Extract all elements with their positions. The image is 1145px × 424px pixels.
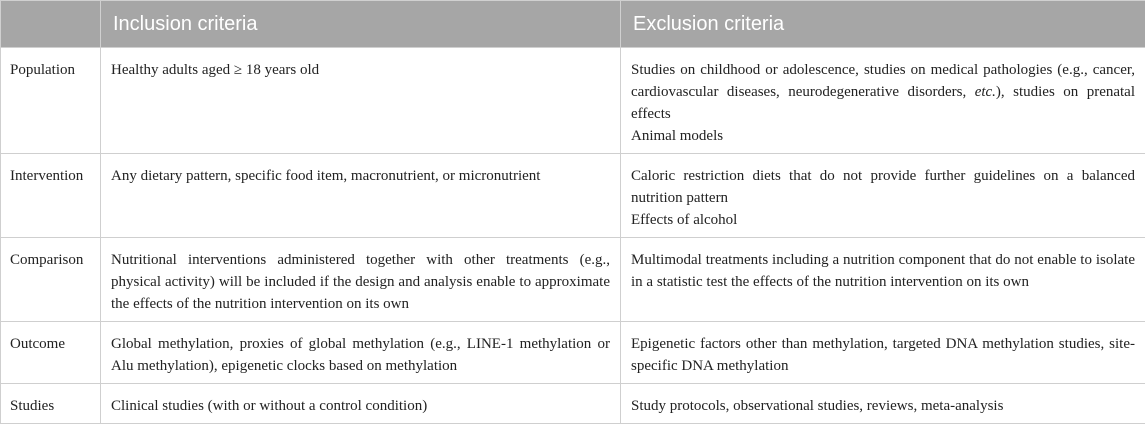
inclusion-cell: Any dietary pattern, specific food item, macronutrient, or micronutrient (101, 154, 621, 238)
exclusion-line: Study protocols, observational studies, reviews, meta-analysis (631, 395, 1135, 417)
exclusion-cell (621, 384, 1145, 424)
header-row (1, 1, 1145, 48)
header-empty (1, 1, 101, 48)
exclusion-line: Effects of alcohol (631, 209, 1135, 231)
inclusion-cell: Nutritional interventions administered together with other treatments (e.g., physical activity) will be included if the design and analysis enable to approximate the effects of the nutrition intervention on its own (101, 238, 621, 322)
row-label: Intervention (1, 154, 101, 238)
row-label: Comparison (1, 238, 101, 322)
table-row-intervention (1, 154, 1145, 238)
inclusion-cell: Global methylation, proxies of global methylation (e.g., LINE-1 methylation or Alu methylation), epigenetic clocks based on methylation (101, 322, 621, 384)
exclusion-cell (621, 322, 1145, 384)
exclusion-line: Multimodal treatments including a nutrition component that do not enable to isolate in a statistic test the effects of the nutrition intervention on its own (631, 249, 1135, 293)
exclusion-line: Animal models (631, 125, 1135, 147)
header-exclusion: Exclusion criteria (621, 1, 1145, 48)
row-label: Population (1, 48, 101, 154)
inclusion-cell: Clinical studies (with or without a control condition) (101, 384, 621, 424)
table-row-comparison (1, 238, 1145, 322)
exclusion-line: Epigenetic factors other than methylation, targeted DNA methylation studies, site-specific DNA methylation (631, 333, 1135, 377)
exclusion-line: Studies on childhood or adolescence, studies on medical pathologies (e.g., cancer, cardiovascular diseases, neurodegenerative disorders, etc.), studies on prenatal effects (631, 59, 1135, 125)
etc-emphasis: etc. (975, 84, 996, 100)
exclusion-cell (621, 238, 1145, 322)
table-row-outcome (1, 322, 1145, 384)
inclusion-cell: Healthy adults aged ≥ 18 years old (101, 48, 621, 154)
row-label: Studies (1, 384, 101, 424)
exclusion-cell (621, 48, 1145, 154)
table-row-population (1, 48, 1145, 154)
exclusion-line: Caloric restriction diets that do not provide further guidelines on a balanced nutrition pattern (631, 165, 1135, 209)
header-inclusion: Inclusion criteria (101, 1, 621, 48)
table-row-studies (1, 384, 1145, 424)
exclusion-cell (621, 154, 1145, 238)
row-label: Outcome (1, 322, 101, 384)
